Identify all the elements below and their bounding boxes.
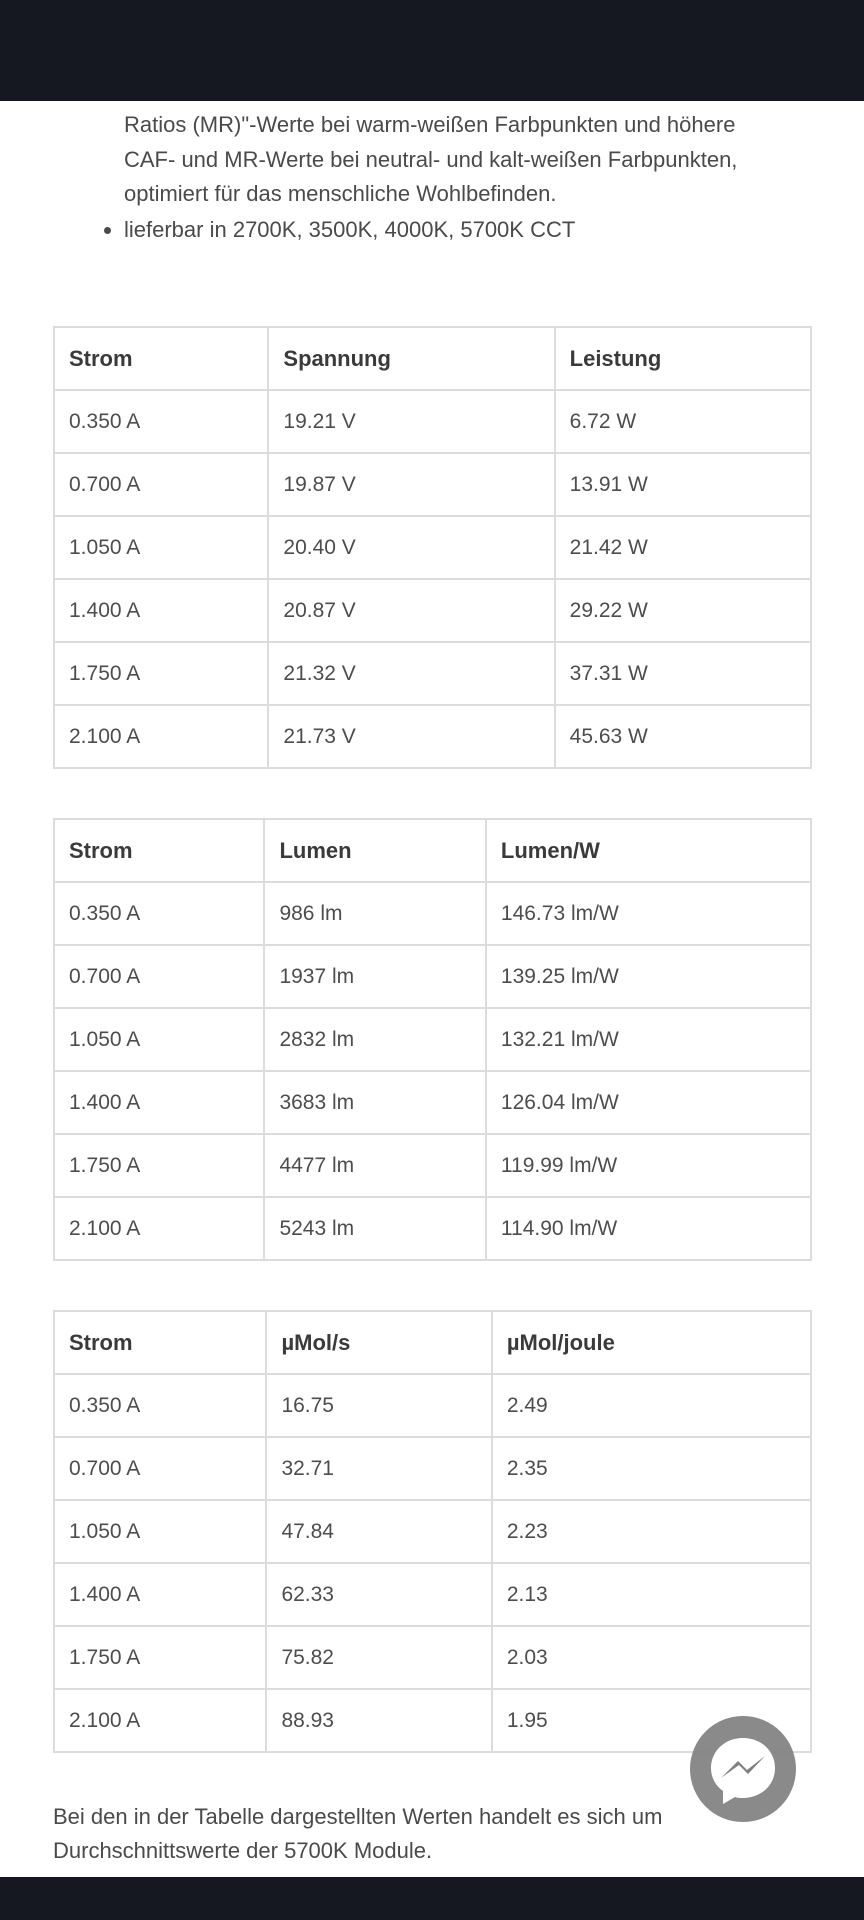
table-header-row (54, 327, 811, 390)
table-cell: 0.350 A (54, 1374, 266, 1437)
table-row (54, 1437, 811, 1500)
table-cell: 114.90 lm/W (486, 1197, 811, 1260)
table-cell: 0.700 A (54, 453, 268, 516)
table-cell: 2.49 (492, 1374, 811, 1437)
feature-text-partial (124, 108, 814, 212)
table-cell: 0.700 A (54, 1437, 266, 1500)
table-row (54, 516, 811, 579)
table-cell: 139.25 lm/W (486, 945, 811, 1008)
table-cell: 146.73 lm/W (486, 882, 811, 945)
table-cell: 0.350 A (54, 882, 264, 945)
table-cell: 20.40 V (268, 516, 554, 579)
table-row (54, 453, 811, 516)
table-cell: 1.400 A (54, 1563, 266, 1626)
table-cell: 1.400 A (54, 579, 268, 642)
table-cell: 19.87 V (268, 453, 554, 516)
table-cell: 2.13 (492, 1563, 811, 1626)
table-row (54, 1500, 811, 1563)
table-cell: 75.82 (266, 1626, 491, 1689)
table-row (54, 1374, 811, 1437)
header-cell: µMol/s (266, 1311, 491, 1374)
table-row (54, 1134, 811, 1197)
table-cell: 2.23 (492, 1500, 811, 1563)
table-row (54, 1626, 811, 1689)
header-cell: µMol/joule (492, 1311, 811, 1374)
table-cell: 2.100 A (54, 1689, 266, 1752)
table-row (54, 579, 811, 642)
table-cell: 32.71 (266, 1437, 491, 1500)
luminous-table (53, 818, 812, 1261)
table-cell: 37.31 W (555, 642, 811, 705)
table-cell: 2.03 (492, 1626, 811, 1689)
table-row (54, 882, 811, 945)
messenger-icon (690, 1716, 796, 1822)
table-cell: 19.21 V (268, 390, 554, 453)
table-header-row (54, 819, 811, 882)
feature-text-line: CAF- und MR-Werte bei neutral- und kalt-weißen Farbpunkten, (124, 146, 738, 172)
header-cell: Leistung (555, 327, 811, 390)
table-row (54, 642, 811, 705)
table-cell: 29.22 W (555, 579, 811, 642)
table-cell: 21.73 V (268, 705, 554, 768)
table-cell: 21.42 W (555, 516, 811, 579)
table-row (54, 390, 811, 453)
table-cell: 1.95 (492, 1689, 811, 1752)
table-cell: 0.700 A (54, 945, 264, 1008)
header-cell: Strom (54, 1311, 266, 1374)
table-cell: 0.350 A (54, 390, 268, 453)
header-cell: Lumen (264, 819, 485, 882)
photon-table (53, 1310, 812, 1753)
table-cell: 2832 lm (264, 1008, 485, 1071)
feature-text-line: optimiert für das menschliche Wohlbefinden. (124, 181, 557, 206)
table-cell: 119.99 lm/W (486, 1134, 811, 1197)
table-cell: 1937 lm (264, 945, 485, 1008)
header-cell: Spannung (268, 327, 554, 390)
table-cell: 1.050 A (54, 516, 268, 579)
table-header-row (54, 1311, 811, 1374)
table-row (54, 1071, 811, 1134)
table-cell: 1.050 A (54, 1008, 264, 1071)
table-row (54, 705, 811, 768)
table-cell: 2.100 A (54, 1197, 264, 1260)
messenger-chat-button[interactable] (690, 1716, 796, 1822)
table-cell: 88.93 (266, 1689, 491, 1752)
table-cell: 13.91 W (555, 453, 811, 516)
table-cell: 3683 lm (264, 1071, 485, 1134)
table-cell: 47.84 (266, 1500, 491, 1563)
table-cell: 20.87 V (268, 579, 554, 642)
table-cell: 1.400 A (54, 1071, 264, 1134)
table-cell: 16.75 (266, 1374, 491, 1437)
electrical-table (53, 326, 812, 769)
table-cell: 1.750 A (54, 1134, 264, 1197)
header-cell: Strom (54, 819, 264, 882)
feature-item-cct: lieferbar in 2700K, 3500K, 4000K, 5700K CCT (124, 213, 814, 248)
header-cell: Lumen/W (486, 819, 811, 882)
header-cell: Strom (54, 327, 268, 390)
table-row (54, 945, 811, 1008)
table-row (54, 1563, 811, 1626)
table-cell: 126.04 lm/W (486, 1071, 811, 1134)
table-cell: 1.050 A (54, 1500, 266, 1563)
table-cell: 2.35 (492, 1437, 811, 1500)
table-cell: 6.72 W (555, 390, 811, 453)
table-row (54, 1197, 811, 1260)
table-cell: 1.750 A (54, 1626, 266, 1689)
table-cell: 1.750 A (54, 642, 268, 705)
footnote-text: Bei den in der Tabelle dargestellten Werten handelt es sich um Durchschnittswerte der 5700K Module. (53, 1804, 663, 1863)
table-cell: 45.63 W (555, 705, 811, 768)
table-cell: 2.100 A (54, 705, 268, 768)
table-cell: 21.32 V (268, 642, 554, 705)
table-cell: 986 lm (264, 882, 485, 945)
table-cell: 5243 lm (264, 1197, 485, 1260)
table-cell: 132.21 lm/W (486, 1008, 811, 1071)
table-cell: 4477 lm (264, 1134, 485, 1197)
feature-text-line: Ratios (MR)"-Werte bei warm-weißen Farbpunkten und höhere (124, 112, 736, 137)
top-app-bar (0, 0, 864, 101)
table-row (54, 1008, 811, 1071)
bottom-nav-bar (0, 1877, 864, 1920)
table-cell: 62.33 (266, 1563, 491, 1626)
